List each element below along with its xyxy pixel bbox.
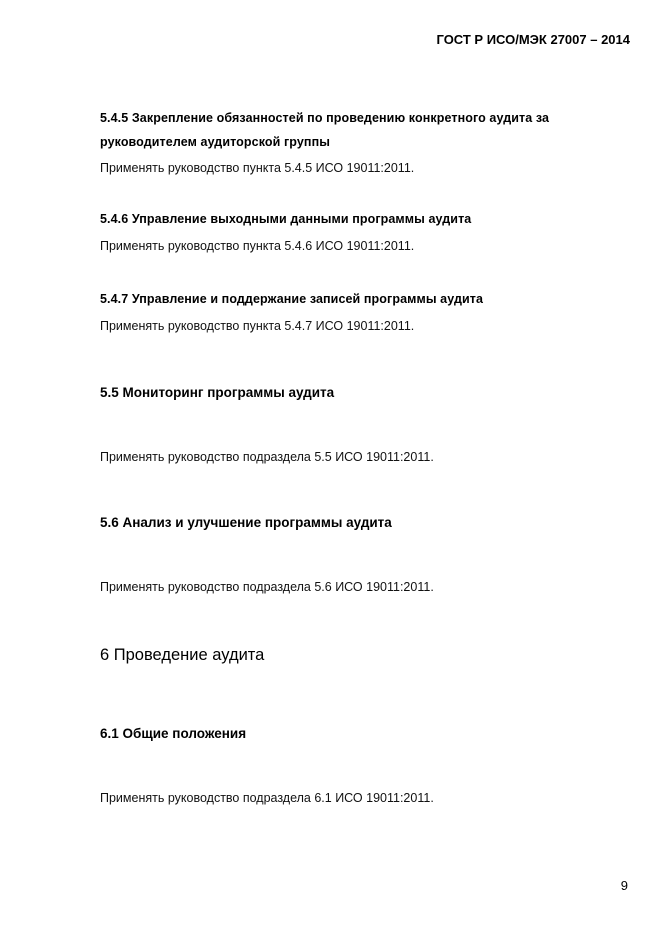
section-heading-6: 6 Проведение аудита — [100, 646, 265, 664]
section-heading-5-6: 5.6 Анализ и улучшение программы аудита — [100, 515, 392, 530]
section-text-5-5: Применять руководство подраздела 5.5 ИСО 19011:2011. — [100, 450, 434, 464]
section-text-5-6: Применять руководство подраздела 5.6 ИСО 19011:2011. — [100, 580, 434, 594]
section-heading-5-4-5: 5.4.5 Закрепление обязанностей по проведению конкретного аудита за — [100, 111, 550, 125]
section-text-5-4-6: Применять руководство пункта 5.4.6 ИСО 19011:2011. — [100, 239, 415, 253]
section-text-5-4-7: Применять руководство пункта 5.4.7 ИСО 19011:2011. — [100, 319, 415, 333]
section-heading-6-1: 6.1 Общие положения — [100, 726, 247, 741]
section-text-5-4-5: Применять руководство пункта 5.4.5 ИСО 19011:2011. — [100, 161, 415, 175]
section-heading-5-4-7: 5.4.7 Управление и поддержание записей программы аудита — [100, 292, 484, 306]
page-number: 9 — [620, 878, 628, 893]
document-header: ГОСТ Р ИСО/МЭК 27007 – 2014 — [436, 32, 630, 47]
section-heading-5-4-5-cont: руководителем аудиторской группы — [100, 135, 330, 149]
section-heading-5-5: 5.5 Мониторинг программы аудита — [100, 385, 335, 400]
section-text-6-1: Применять руководство подраздела 6.1 ИСО 19011:2011. — [100, 791, 434, 805]
section-heading-5-4-6: 5.4.6 Управление выходными данными программы аудита — [100, 212, 472, 226]
